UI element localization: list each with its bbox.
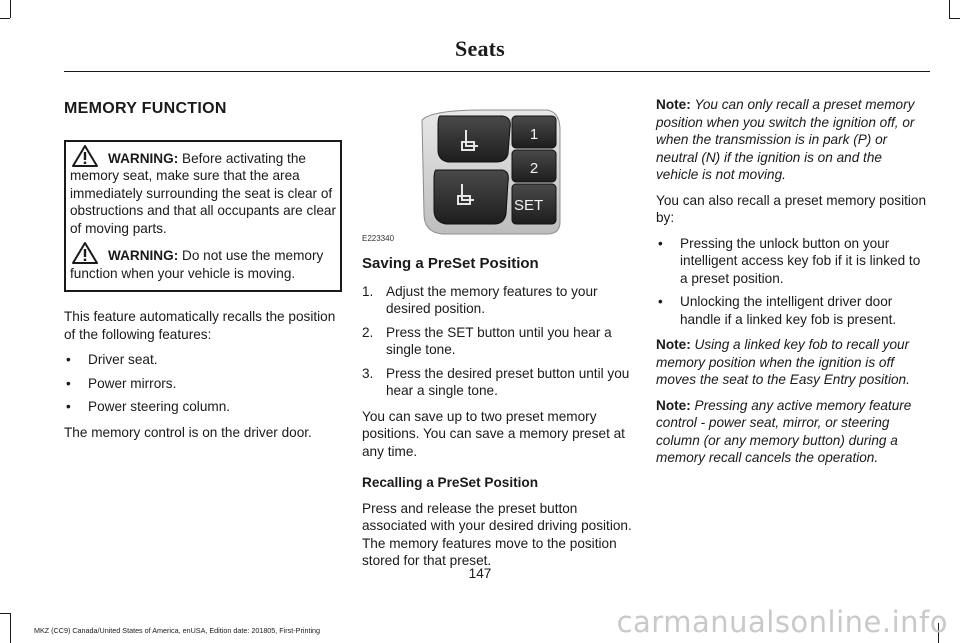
- saving-title: Saving a PreSet Position: [362, 255, 539, 272]
- preset-2-button-label: 2: [529, 160, 539, 177]
- steps-list: [362, 283, 632, 400]
- warning-box: [64, 140, 342, 293]
- recall-by-paragraph: You can also recall a preset memory position by:: [656, 192, 927, 225]
- set-button-label: SET: [514, 197, 544, 214]
- header-rule: [64, 71, 930, 72]
- warning-label: WARNING:: [108, 150, 179, 166]
- crop-mark: [0, 18, 10, 19]
- memory-control-figure: [362, 102, 562, 247]
- location-paragraph: The memory control is on the driver door.: [64, 424, 312, 440]
- crop-mark: [949, 0, 950, 18]
- crop-mark: [10, 0, 11, 18]
- crop-mark: [949, 18, 960, 19]
- right-column: [656, 96, 928, 475]
- list-item: • Unlocking the intelligent driver door handle if a linked key fob is present.: [656, 293, 928, 328]
- warning-text: Before activating the memory seat, make sure that the area immediately surrounding the seat is clear of obstructions and that all occupants are clear of moving parts.: [70, 150, 336, 236]
- recall-paragraph: Press and release the preset button associated with your desired driving position. The memory features move to the position stored for that preset.: [362, 500, 632, 568]
- list-item: • Pressing the unlock button on your intelligent access key fob if it is linked to a preset position.: [656, 235, 928, 288]
- note-paragraph: Note: Pressing any active memory feature control - power seat, mirror, or steering column (or any memory button) during a memory recall cancels the operation.: [656, 397, 912, 465]
- section-title: MEMORY FUNCTION: [64, 100, 227, 117]
- feature-list: [64, 351, 342, 416]
- middle-column: [362, 102, 632, 578]
- warning-triangle-icon: [71, 241, 99, 265]
- list-item: 1. Adjust the memory features to your desired position.: [362, 283, 598, 316]
- list-item: 2. Press the SET button until you hear a single tone.: [362, 324, 612, 357]
- edition-footer: MKZ (CC9) Canada/United States of America, enUSA, Edition date: 201805, First-Printing: [34, 626, 321, 635]
- warning-item: [70, 150, 336, 238]
- note-paragraph: Note: You can only recall a preset memory position when you switch the ignition off, or when the transmission is in park (P) or neutral (N) if the ignition is on and the vehicle is not moving.: [656, 97, 915, 182]
- warning-triangle-icon: [71, 144, 99, 168]
- left-column: [64, 96, 342, 449]
- page-header-title: Seats: [455, 36, 505, 61]
- memory-buttons-illustration: [362, 102, 562, 237]
- save-info-paragraph: You can save up to two preset memory positions. You can save a memory preset at any time.: [362, 408, 625, 459]
- intro-paragraph: This feature automatically recalls the position of the following features:: [64, 309, 336, 342]
- list-item: • Driver seat.: [64, 351, 342, 369]
- warning-label: WARNING:: [108, 248, 179, 263]
- page-number: 147: [468, 566, 492, 581]
- list-item: 3. Press the desired preset button until you hear a single tone.: [362, 365, 630, 398]
- note-paragraph: Note: Using a linked key fob to recall your memory position when the ignition is off moves the seat to the Easy Entry position.: [656, 337, 910, 387]
- warning-item: [70, 247, 336, 282]
- preset-1-button-label: 1: [529, 126, 539, 143]
- crop-mark: [10, 613, 11, 643]
- figure-code: E223340: [362, 233, 395, 243]
- watermark: carmanualsonline.info: [616, 605, 948, 639]
- crop-mark: [0, 613, 10, 614]
- recall-title: Recalling a PreSet Position: [362, 475, 539, 490]
- recall-methods-list: [656, 235, 928, 329]
- list-item: • Power steering column.: [64, 398, 342, 416]
- warning-text: Do not use the memory function when your vehicle is moving.: [70, 248, 324, 281]
- list-item: • Power mirrors.: [64, 375, 342, 393]
